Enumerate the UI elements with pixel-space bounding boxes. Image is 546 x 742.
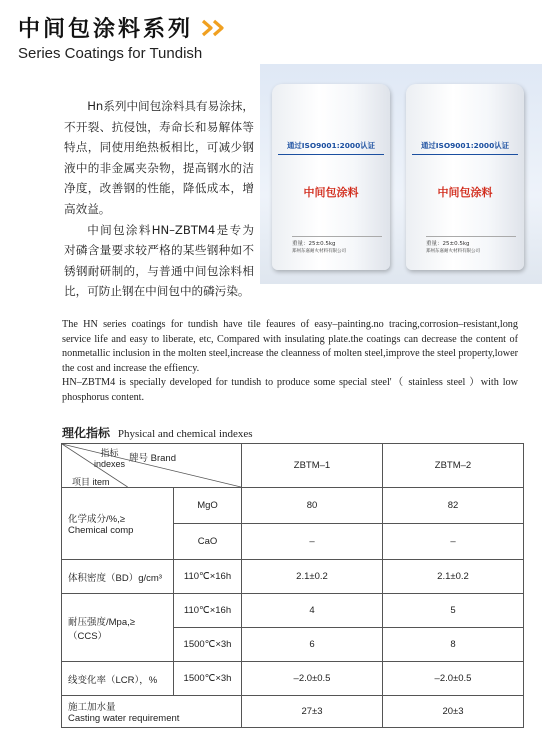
ccs1-zbtm1: 4	[242, 594, 383, 628]
mgo-zbtm1: 80	[242, 488, 383, 524]
section-title-en: Physical and chemical indexes	[117, 428, 253, 440]
product-photo	[260, 64, 542, 284]
intro-chinese	[64, 96, 254, 302]
ccs-label-en: （CCS）	[68, 630, 108, 642]
table-header-row	[62, 444, 524, 488]
chemical-comp-label	[62, 488, 174, 560]
ccs1-condition: 110℃×16h	[174, 594, 242, 628]
water-zbtm2: 20±3	[383, 696, 524, 728]
intro-cn-para-1: Hn系列中间包涂料具有易涂抹，不开裂、抗侵蚀，寿命长和易解体等特点，同使用绝热板相比，可减少钢液中的非金属夹杂物，提高钢水的洁净度，改善钢的性能，降低成本，增高效益。	[64, 99, 254, 216]
mgo-label: MgO	[174, 488, 242, 524]
bd-zbtm1: 2.1±0.2	[242, 560, 383, 594]
water-label-en: Casting water requirement	[68, 713, 180, 724]
spec-table	[61, 443, 524, 728]
lcr-condition: 1500℃×3h	[174, 662, 242, 696]
cao-label: CaO	[174, 524, 242, 560]
section-title-cn: 理化指标	[62, 426, 111, 440]
title-cn-text: 中间包涂料系列	[18, 16, 194, 42]
header-index-cn: 指标	[100, 448, 119, 458]
header-diagonal-cell	[62, 444, 242, 488]
table-row	[62, 696, 524, 728]
table-row	[62, 560, 524, 594]
bag-certification-label: 通过ISO9001:2000认证	[278, 140, 384, 155]
cao-zbtm1: –	[242, 524, 383, 560]
intro-en-para-2: HN–ZBTM4 is specially developed for tundish to produce some special steel'（ stainless steel ）with low phosphorus content.	[62, 377, 518, 403]
ccs2-zbtm1: 6	[242, 628, 383, 662]
table-row	[62, 594, 524, 628]
water-label	[62, 696, 242, 728]
chemical-comp-cn: 化学成分/%,≥	[68, 514, 125, 525]
product-bag	[406, 84, 524, 270]
bd-label: 体积密度（BD）g/cm³	[62, 560, 174, 594]
bag-company-label: 郑州东嘉耐火材料有限公司	[292, 249, 346, 254]
header-index-en: indexes	[94, 459, 126, 469]
water-label-cn: 施工加水量	[68, 702, 116, 713]
double-chevron-right-icon	[201, 19, 231, 37]
column-header-zbtm1: ZBTM–1	[242, 444, 383, 488]
bd-condition: 110℃×16h	[174, 560, 242, 594]
lcr-zbtm2: –2.0±0.5	[383, 662, 524, 696]
lcr-label: 线变化率（LCR），%	[62, 662, 174, 696]
bag-product-name: 中间包涂料	[303, 186, 359, 199]
water-zbtm1: 27±3	[242, 696, 383, 728]
intro-en-para-1: The HN series coatings for tundish have tile feaures of easy–painting.no tracing,corrosion–resistant,long service life and easy to liberate, etc, Compared with insulating plate.the coatings can decrease the content of nonmetallic inclusion in the molten steel,increase the cleanness of molten steel,improve the steel property,lower the cost and increase the effiency.	[62, 319, 518, 374]
bag-weight-label: 重量：25±0.5kg	[426, 236, 516, 247]
cao-zbtm2: –	[383, 524, 524, 560]
bd-zbtm2: 2.1±0.2	[383, 560, 524, 594]
bag-certification-label: 通过ISO9001:2000认证	[412, 140, 518, 155]
section-title	[62, 424, 253, 441]
page-header	[18, 12, 231, 62]
bag-company-label: 郑州东嘉耐火材料有限公司	[426, 249, 480, 254]
column-header-zbtm2: ZBTM–2	[383, 444, 524, 488]
ccs2-zbtm2: 8	[383, 628, 524, 662]
ccs1-zbtm2: 5	[383, 594, 524, 628]
bag-product-name: 中间包涂料	[437, 186, 493, 199]
ccs2-condition: 1500℃×3h	[174, 628, 242, 662]
mgo-zbtm2: 82	[383, 488, 524, 524]
bag-weight-label: 重量：25±0.5kg	[292, 236, 382, 247]
table-row	[62, 662, 524, 696]
intro-cn-para-2: 中间包涂料HN–ZBTM4是专为对磷含量要求较严格的某些钢种如不锈钢耐研制的，与普通中间包涂料相比，可防止钢在中间包中的磷污染。	[64, 222, 254, 299]
header-item-label: 项目 item	[72, 477, 110, 487]
ccs-label-cn: 耐压强度/Mpa,≥	[68, 616, 135, 628]
page-subtitle: Series Coatings for Tundish	[18, 45, 203, 62]
table-row	[62, 488, 524, 524]
product-bag	[272, 84, 390, 270]
chemical-comp-en: Chemical comp	[68, 525, 134, 536]
intro-english	[62, 318, 518, 406]
page-title	[18, 12, 231, 43]
header-index-label	[94, 448, 125, 470]
ccs-label	[62, 594, 174, 662]
lcr-zbtm1: –2.0±0.5	[242, 662, 383, 696]
header-brand-label: 牌号 Brand	[129, 453, 176, 464]
